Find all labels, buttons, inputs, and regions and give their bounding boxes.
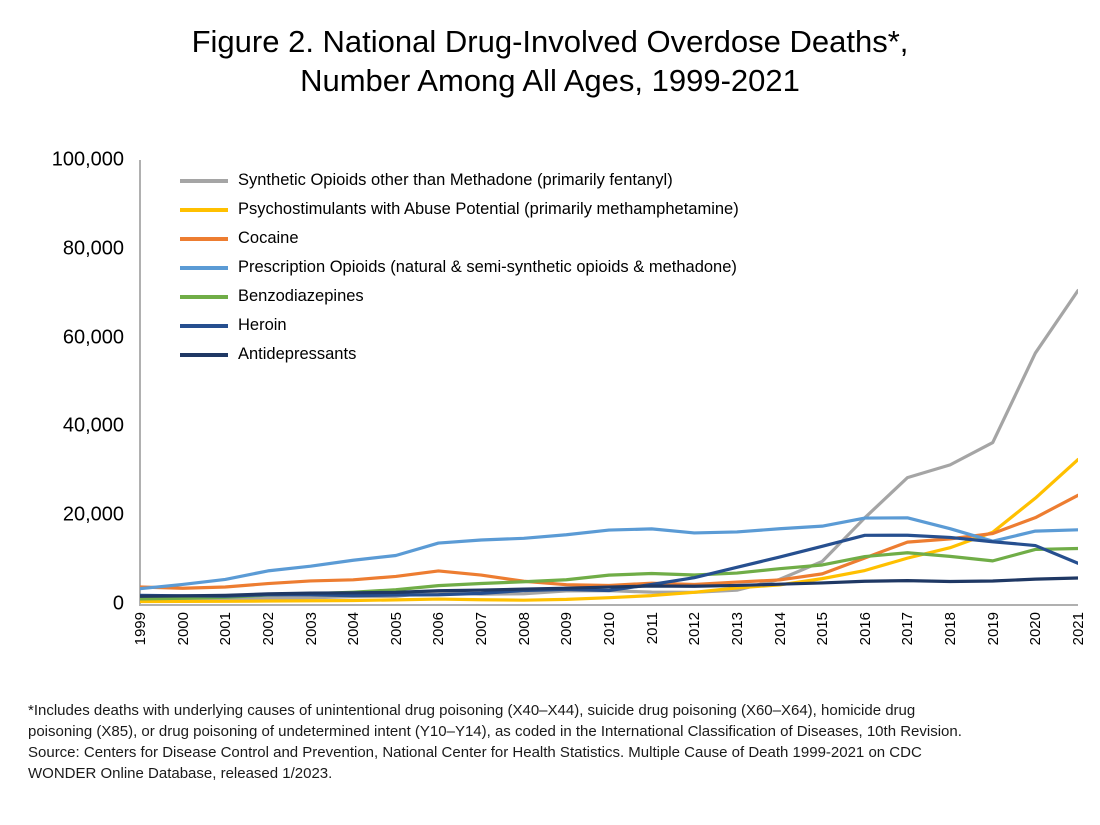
legend-label: Antidepressants <box>238 345 357 363</box>
legend-item <box>180 166 820 195</box>
legend-label: Synthetic Opioids other than Methadone (primarily fentanyl) <box>238 171 673 189</box>
y-axis <box>30 130 134 675</box>
x-tick-label: 1999 <box>132 612 149 646</box>
x-tick-label: 2004 <box>345 612 363 646</box>
x-tick-label: 2008 <box>515 612 533 646</box>
legend-color-swatch <box>180 237 228 241</box>
legend <box>180 166 820 369</box>
x-tick-label: 2018 <box>942 612 960 646</box>
footnote-line-4: WONDER Online Database, released 1/2023. <box>28 765 333 782</box>
y-tick-80000: 80,000 <box>62 237 124 260</box>
legend-item <box>180 253 820 282</box>
legend-item <box>180 195 820 224</box>
legend-item <box>180 311 820 340</box>
footnote-line-1: *Includes deaths with underlying causes of unintentional drug poisoning (X40–X44), suicide drug poisoning (X60–X64), homicide drug <box>28 702 916 719</box>
x-tick-label: 2014 <box>771 612 789 646</box>
x-tick-label: 2005 <box>387 612 405 646</box>
x-tick-label: 2000 <box>174 612 192 646</box>
x-tick-label: 2020 <box>1027 612 1045 646</box>
legend-color-swatch <box>180 295 228 299</box>
x-tick-label: 2011 <box>643 612 661 645</box>
x-tick-label: 2013 <box>728 612 746 646</box>
legend-label: Benzodiazepines <box>238 287 364 305</box>
page-title <box>0 22 1100 100</box>
x-tick-label: 2017 <box>899 612 917 646</box>
series-line <box>140 578 1078 596</box>
y-tick-40000: 40,000 <box>62 414 124 437</box>
x-tick-label: 2007 <box>473 612 491 646</box>
legend-label: Heroin <box>238 316 287 334</box>
series-line <box>140 518 1078 589</box>
x-tick-label: 2003 <box>302 612 320 646</box>
x-tick-label: 2001 <box>217 612 235 646</box>
title-line-2: Number Among All Ages, 1999-2021 <box>300 63 800 98</box>
legend-color-swatch <box>180 179 228 183</box>
legend-label: Psychostimulants with Abuse Potential (primarily methamphetamine) <box>238 200 739 218</box>
y-tick-60000: 60,000 <box>62 326 124 349</box>
x-tick-label: 2009 <box>558 612 576 646</box>
legend-color-swatch <box>180 208 228 212</box>
x-tick-label: 2002 <box>259 612 277 646</box>
x-tick-label: 2012 <box>686 612 704 646</box>
legend-label: Cocaine <box>238 229 299 247</box>
x-tick-label: 2019 <box>984 612 1002 646</box>
footnote-line-3: Source: Centers for Disease Control and Prevention, National Center for Health Statistics. Multiple Cause of Death 1999-2021 on CDC <box>28 744 922 761</box>
y-tick-20000: 20,000 <box>62 503 124 526</box>
footnote-line-2: poisoning (X85), or drug poisoning of undetermined intent (Y10–Y14), as coded in the International Classification of Diseases, 10th Revision. <box>28 723 962 740</box>
x-tick-label: 2006 <box>430 612 448 646</box>
x-tick-label: 2015 <box>814 612 832 646</box>
legend-item <box>180 224 820 253</box>
y-tick-100000: 100,000 <box>51 148 124 171</box>
legend-item <box>180 340 820 369</box>
title-line-1: Figure 2. National Drug-Involved Overdose Deaths*, <box>191 24 909 59</box>
legend-color-swatch <box>180 353 228 357</box>
legend-color-swatch <box>180 266 228 270</box>
legend-item <box>180 282 820 311</box>
x-tick-label: 2016 <box>856 612 874 646</box>
x-tick-label: 2021 <box>1070 612 1087 646</box>
legend-label: Prescription Opioids (natural & semi-synthetic opioids & methadone) <box>238 258 737 276</box>
x-axis-line <box>139 604 1078 606</box>
x-axis <box>132 608 1087 668</box>
y-tick-0: 0 <box>112 592 124 615</box>
legend-color-swatch <box>180 324 228 328</box>
chart <box>0 130 1100 675</box>
x-tick-label: 2010 <box>601 612 618 646</box>
footnote <box>28 700 1073 784</box>
